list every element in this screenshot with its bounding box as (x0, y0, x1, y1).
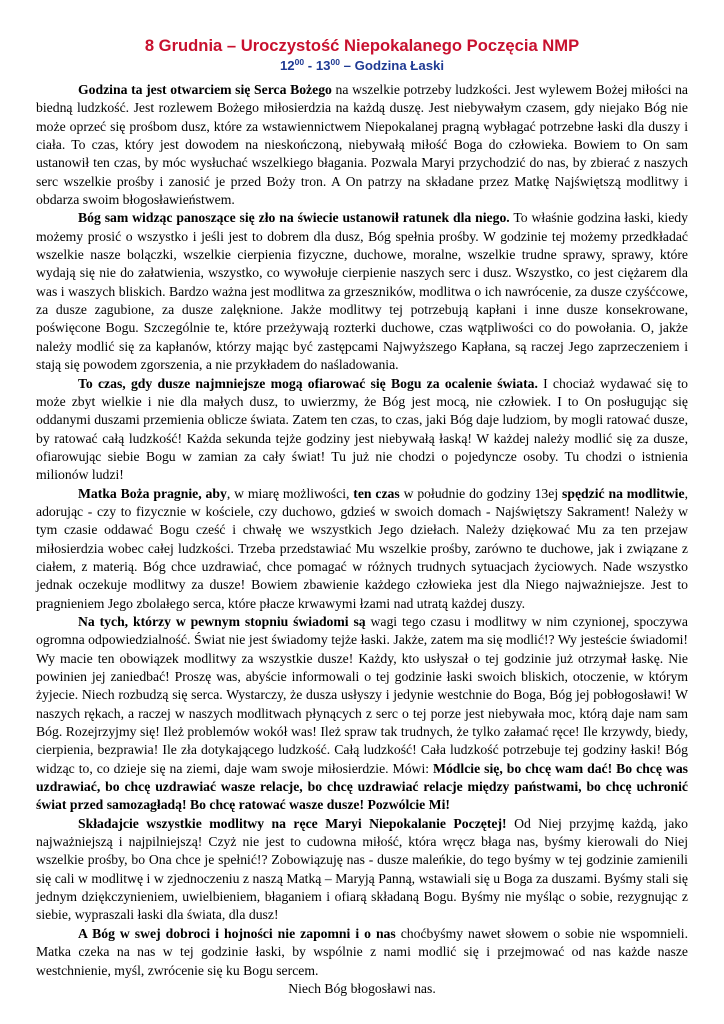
paragraph-4 (36, 485, 688, 613)
paragraph-emphasis: spędzić na modlitwie (562, 485, 685, 501)
paragraph-emphasis: ten czas (353, 485, 400, 501)
paragraph-7 (36, 925, 688, 980)
paragraph-text: choćbyśmy nawet słowem o sobie nie wspomnieli. Matka czeka na nas w tej godzinie łaski, by wspólnie z nami modlić się i przejmować od nas każde nasze westchnienie, myśl, zwrócenie się ku Bogu sercem. (36, 925, 688, 978)
paragraph-lead: A Bóg w swej dobroci i hojności nie zapomni i o nas (78, 925, 396, 941)
time-end: 13 (315, 58, 331, 73)
paragraph-3 (36, 375, 688, 485)
time-start-minutes: 00 (294, 57, 305, 67)
page-title: 8 Grudnia – Uroczystość Niepokalanego Poczęcia NMP (144, 36, 580, 55)
paragraph-text: , w miarę możliwości, (226, 485, 354, 501)
paragraph-lead: Na tych, którzy w pewnym stopniu świadomi są (78, 613, 366, 629)
paragraph-lead: Matka Boża pragnie, aby (78, 485, 227, 501)
paragraph-text: I chociaż wydawać się to może zbyt wielkie i nie dla małych dusz, to uwierzmy, że Bóg jest mocą, nie człowiek. I to On posługując się oddanymi duszami przemienia oblicze świata. Zatem ten czas, to czas, jaki Bóg daje ludziom, by mogli ratować dusze, by ratować całą ludzkość! Każda sekunda tejże godziny jest niebywałą łaską! W każdej należy modlić się za dusze, ofiarowując siebie Bogu w zamian za cały świat! Tu już nie chodzi o pojedyncze osoby. Tu chodzi o istnienia milionów ludzi! (36, 375, 688, 483)
paragraph-emphasis: Módlcie się, bo chcę wam dać! Bo chcę was uzdrawiać, bo chcę uzdrawiać wasze relacje, bo chcę uzdrawiać relacje między państwami, bo chcę uchronić świat przed samozagładą! Bo chcę ratować wasze dusze! Pozwólcie Mi! (36, 760, 688, 813)
paragraph-text: , adorując - czy to fizycznie w kościele, czy duchowo, gdzieś w swoich domach - Najświętszy Sakrament! Należy w tym czasie oddawać Bogu cześć i chwałę we wszystkich Jego dziełach. Należy dziękować Mu za ten przejaw miłosierdzia wobec całej ludzkości. Trzeba przedstawiać Mu wszelkie prośby, zarówno te duchowe, jak i związane z ciałem, z materią. Bóg chce uzdrawiać, chce pomagać w różnych trudnych sytuacjach życiowych. Nade wszystko jednak oczekuje modlitwy za dusze! Bowiem zbawienie każdego człowieka jest dla Niego najważniejsze. Jest to pragnieniem Jego zbolałego serca, które płacze krwawymi łzami nad utratą każdej duszy. (36, 485, 688, 611)
paragraph-text: To właśnie godzina łaski, kiedy możemy prosić o wszystko i jeśli jest to dobrem dla dusz, Bóg spełnia prośby. W godzinie tej możemy przedkładać wszelkie nasze bolączki, wszelkie cierpienia fizyczne, duchowe, moralne, wszelkie trudne sprawy, sprawy, które wydają się nie do załatwienia, wszystko, co wywołuje cierpienie naszych serc i dusz. Wszystko, co jest ciężarem dla was i waszych bliskich. Bardzo ważna jest modlitwa za grzeszników, modlitwa o ich nawrócenie, za dusze czyśćcowe, za dusze zagubione, za dusze zalęknione. Jakże modlitwy tej potrzebują kapłani i inne dusze konsekrowane, poświęcone Bogu. Szczególnie te, które przeżywają rozterki duchowe, czas wątpliwości co do powołania. O, jakże należy modlić się za kapłanów, którzy mając być zastępcami Najwyższego Kapłana, są raczej Jego zaprzeczeniem i stają się powodem zgorszenia, a nie przykładem do naśladowania. (36, 210, 688, 373)
paragraph-lead: Składajcie wszystkie modlitwy na ręce Maryi Niepokalanie Poczętej! (78, 815, 507, 831)
paragraph-text: wagi tego czasu i modlitwy w nim czynionej, spoczywa ogromna odpowiedzialność. Świat nie jest świadomy tejże łaski. Jakże, zatem ma się modlić!? Wy jesteście świadomi! Wy macie ten obowiązek modlitwy za wszystkie dusze! Każdy, kto usłyszał o tej godzinie już otrzymał łaskę. Nie powinien jej zaniedbać! Proszę was, abyście informowali o tej godzinie łaski swoich bliskich, otoczenie, w którym żyjecie. Niech rozbudzą się serca. Wystarczy, że dusza usłyszy i jedynie westchnie do Boga, Bóg jej pobłogosławi! W naszych rękach, a raczej w naszych modlitwach płynących z serc o tej porze jest niebywała moc, którą daje nam sam Bóg. Rozejrzyjmy się! Ileż problemów wokół was! Ileż spraw tak trudnych, że tylko załamać ręce! Ile krzywdy, biedy, cierpienia, bezprawia! Ile zła dotykającego ludzkość. Całą ludzkość! Cała ludzkość potrzebuje tej godziny łaski! Bóg widząc to, co dzieje się na ziemi, daje wam swoje miłosierdzie. Mówi: (36, 613, 688, 776)
paragraph-lead: To czas, gdy dusze najmniejsze mogą ofiarować się Bogu za ocalenie świata. (78, 375, 538, 391)
paragraph-lead: Bóg sam widząc panoszące się zło na świecie ustanowił ratunek dla niego. (78, 210, 510, 226)
paragraph-text: Od Niej przyjmę każdą, jako najważniejszą i najpilniejszą! Czyż nie jest to cudowna miłość, która wręcz błaga nas, byśmy kierowali do Niej wszelkie prośby, bo Ona chce je spełnić!? Zobowiązuję nas - dusze maleńkie, do tego byśmy w tej godzinie zamienili się cali w modlitwę i w zjednoczeniu z naszą Matką – Maryją Panną, wstawiali się u Boga za duszami. Byśmy stali się jednym dziękczynieniem, uwielbieniem, błaganiem i ofiarą składaną Bogu. Byśmy nie myśląc o sobie, rezygnując z siebie, wypraszali łaski dla świata, dla dusz! (36, 815, 688, 923)
paragraph-2 (36, 209, 688, 374)
page-subtitle (36, 57, 688, 75)
paragraph-lead: Godzina ta jest otwarciem się Serca Bożego (78, 82, 332, 97)
paragraph-text: w południe do godziny 13ej (399, 485, 563, 501)
paragraph-5 (36, 613, 688, 815)
time-separator: - (304, 58, 316, 73)
time-end-minutes: 00 (330, 57, 340, 67)
closing-blessing: Niech Bóg błogosławi nas. (288, 980, 436, 996)
time-start: 12 (279, 58, 295, 73)
paragraph-1 (36, 81, 688, 209)
time-label: – Godzina Łaski (339, 58, 445, 73)
paragraph-text: na wszelkie potrzeby ludzkości. Jest wylewem Bożej miłości na biedną ludzkość. Jest rozlewem Bożego miłosierdzia na każdą duszę. Jest niebywałym czasem, gdy niejako Bóg nie może oprzeć się prośbom dusz, które za wstawiennictwem Niepokalanej pragną wybłagać potrzebne łaski dla duszy i ciała. To czas, który jest dowodem na nieskończoną, niebywałą miłość Boga do człowieka. Bowiem to On sam ustanowił ten czas, by móc wysłuchać wszelkiego błagania. Pozwala Maryi przychodzić do nas, by zbierać z naszych serc wszelkie prośby i zanosić je przed Boży tron. A On patrzy na składane przez Matkę Najświętszą modlitwy i obdarza swoim błogosławieństwem. (36, 82, 688, 208)
paragraph-6 (36, 815, 688, 925)
